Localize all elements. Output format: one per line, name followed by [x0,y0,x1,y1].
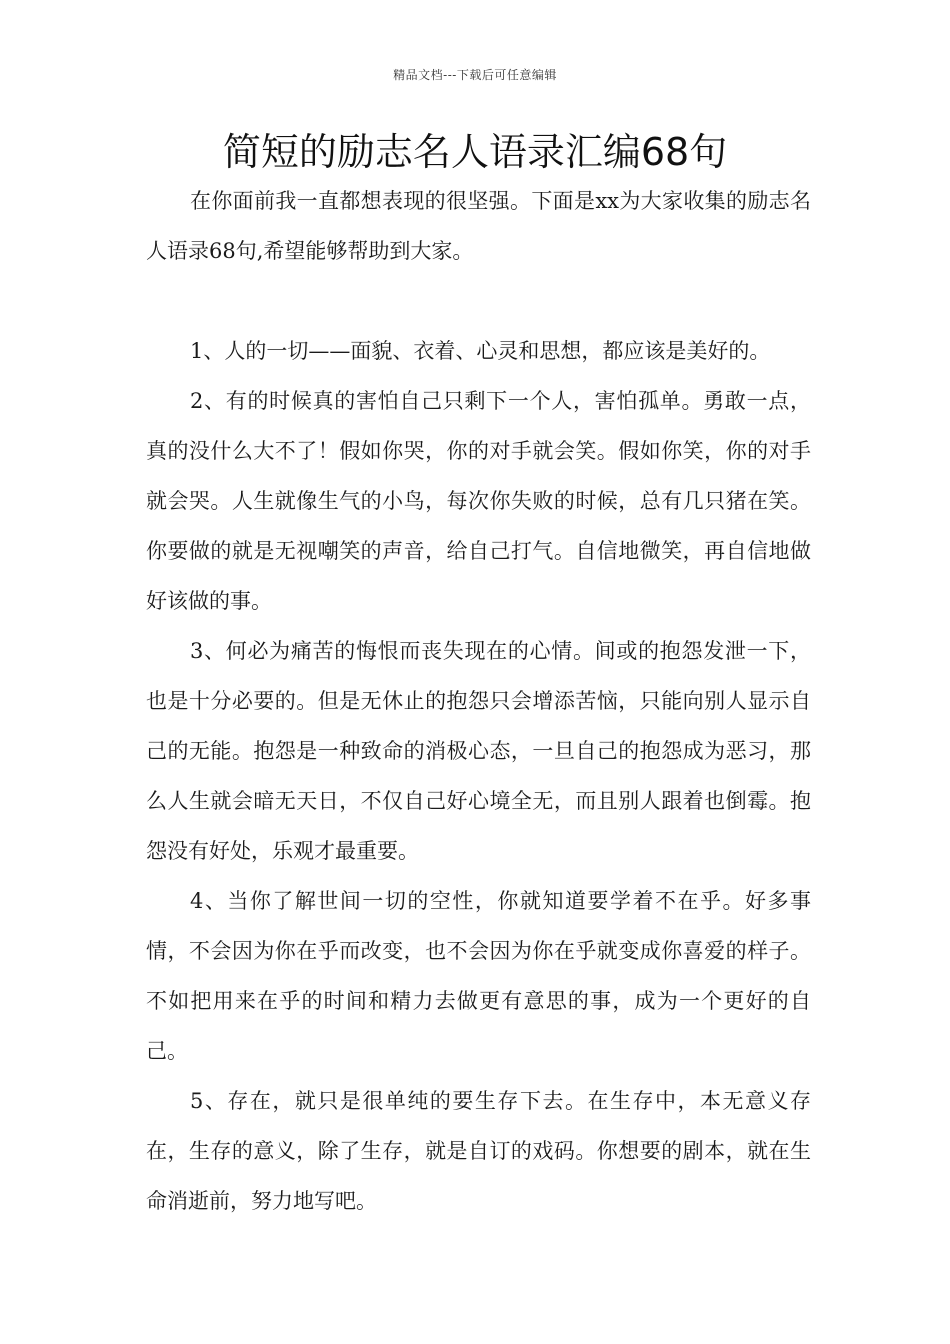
quote-item-2: 2、有的时候真的害怕自己只剩下一个人，害怕孤单。勇敢一点，真的没什么大不了！假如你哭，你的对手就会笑。假如你笑，你的对手就会哭。人生就像生气的小鸟，每次你失败的时候，总有几只猪在笑。你要做的就是无视嘲笑的声音，给自己打气。自信地微笑，再自信地做好该做的事。 [146,389,811,613]
header-note: 精品文档---下载后可任意编辑 [393,68,557,82]
document-title: 简短的励志名人语录汇编68句 [222,130,728,174]
document-body [146,176,811,1226]
quote-item-5: 5、存在，就只是很单纯的要生存下去。在生存中，本无意义存在，生存的意义，除了生存，就是自订的戏码。你想要的剧本，就在生命消逝前，努力地写吧。 [146,1089,811,1213]
quote-item-1: 1、人的一切——面貌、衣着、心灵和思想，都应该是美好的。 [190,339,771,363]
quote-item-3: 3、何必为痛苦的悔恨而丧失现在的心情。间或的抱怨发泄一下，也是十分必要的。但是无休止的抱怨只会增添苦恼，只能向别人显示自己的无能。抱怨是一种致命的消极心态，一旦自己的抱怨成为恶习，那么人生就会暗无天日，不仅自己好心境全无，而且别人跟着也倒霉。抱怨没有好处，乐观才最重要。 [146,639,811,863]
intro-paragraph: 在你面前我一直都想表现的很坚强。下面是xx为大家收集的励志名人语录68句,希望能够帮助到大家。 [146,189,811,263]
quote-item-4: 4、当你了解世间一切的空性，你就知道要学着不在乎。好多事情，不会因为你在乎而改变，也不会因为你在乎就变成你喜爱的样子。不如把用来在乎的时间和精力去做更有意思的事，成为一个更好的自己。 [146,889,811,1063]
paragraph-spacer [146,276,811,326]
